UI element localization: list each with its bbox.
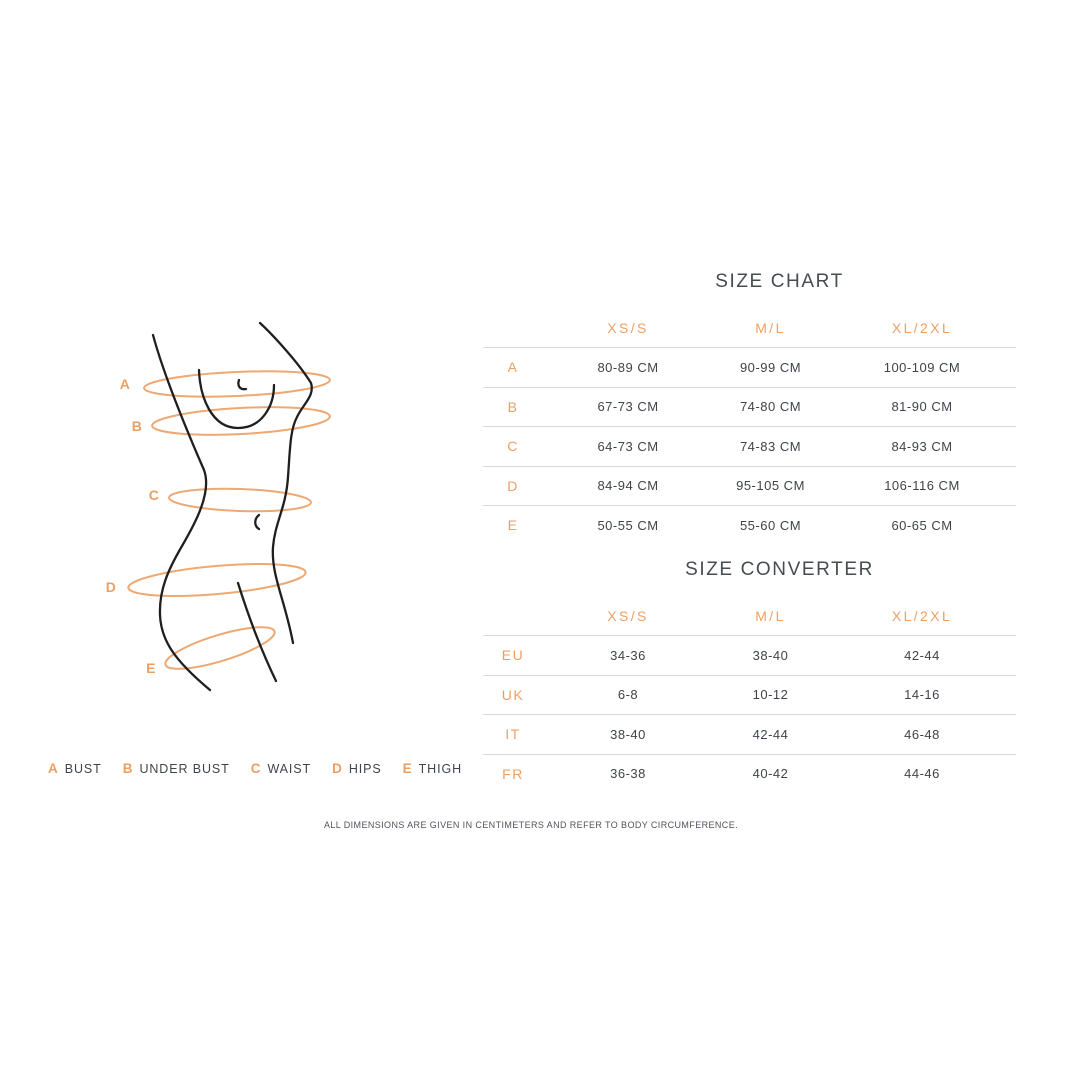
table-cell: 42-44: [752, 726, 789, 742]
table-cell: 38-40: [752, 647, 789, 663]
figure-label-thigh: E: [146, 660, 156, 676]
column-header-xs-s: XS/S: [607, 320, 649, 336]
table-cell: 80-89 CM: [597, 359, 659, 375]
table-cell: 74-80 CM: [739, 399, 802, 415]
legend-label: BUST: [64, 762, 102, 776]
size-converter-section: [483, 556, 1016, 793]
figure-label-hips: D: [105, 579, 117, 595]
legend-label: THIGH: [418, 762, 463, 776]
column-header-xs-s: XS/S: [607, 608, 649, 624]
legend-key: B: [122, 761, 133, 776]
table-row: [483, 635, 1016, 675]
table-cell: 14-16: [904, 687, 940, 703]
table-cell: 60-65 CM: [891, 517, 953, 533]
column-header-m-l: M/L: [755, 608, 786, 624]
body-measurement-figure: [100, 300, 360, 720]
breast-curve: [199, 370, 274, 428]
column-header-xl-2xl: XL/2XL: [891, 608, 953, 624]
table-cell: 44-46: [904, 766, 940, 782]
table-row: [483, 714, 1016, 754]
table-row: [483, 426, 1016, 466]
legend-label: WAIST: [267, 762, 312, 776]
row-label: E: [507, 517, 519, 534]
row-label-it: IT: [505, 726, 521, 743]
figure-label-bust: A: [119, 376, 131, 392]
table-cell: 55-60 CM: [739, 517, 802, 533]
legend-key: A: [48, 761, 58, 776]
table-cell: 90-99 CM: [739, 359, 802, 375]
row-label-fr: FR: [502, 765, 524, 782]
column-header-xl-2xl: XL/2XL: [891, 320, 953, 336]
figure-label-under-bust: B: [131, 418, 143, 434]
table-row: [483, 675, 1016, 715]
column-header-m-l: M/L: [755, 320, 786, 336]
legend-item-under-bust: [123, 761, 230, 776]
table-cell: 50-55 CM: [597, 517, 659, 533]
legend-label: HIPS: [348, 762, 382, 776]
legend-key: D: [332, 761, 342, 776]
table-row: [483, 754, 1016, 794]
table-cell: 46-48: [904, 726, 940, 742]
table-row: [483, 505, 1016, 545]
table-cell: 100-109 CM: [883, 359, 961, 375]
size-chart-header-row: [483, 296, 1016, 347]
inner-thigh-line: [238, 583, 276, 681]
table-cell: 81-90 CM: [891, 399, 953, 415]
table-row: [483, 466, 1016, 506]
table-cell: 40-42: [752, 766, 789, 782]
nipple-mark: [238, 380, 246, 389]
bust-line-ellipse: [144, 368, 331, 400]
table-cell: 95-105 CM: [736, 478, 805, 494]
legend-item-waist: [251, 761, 311, 776]
table-cell: 42-44: [904, 647, 940, 663]
row-label: A: [507, 359, 519, 376]
table-row: [483, 387, 1016, 427]
table-cell: 6-8: [617, 687, 639, 703]
measurement-legend: [48, 761, 462, 776]
figure-label-waist: C: [148, 487, 160, 503]
size-converter-header-row: [483, 584, 1016, 635]
waist-line-ellipse: [169, 487, 312, 514]
table-cell: 34-36: [610, 647, 646, 663]
table-cell: 64-73 CM: [597, 438, 659, 454]
size-chart-title: SIZE CHART: [715, 271, 844, 292]
row-label-eu: EU: [501, 647, 525, 664]
table-cell: 106-116 CM: [884, 478, 960, 494]
table-cell: 10-12: [752, 687, 789, 703]
table-row: [483, 347, 1016, 387]
table-cell: 36-38: [610, 766, 646, 782]
dimensions-footnote: ALL DIMENSIONS ARE GIVEN IN CENTIMETERS AND REFER TO BODY CIRCUMFERENCE.: [323, 820, 739, 830]
legend-item-bust: [48, 761, 102, 776]
row-label: D: [507, 477, 519, 494]
legend-key: C: [250, 761, 261, 776]
legend-item-hips: [332, 761, 382, 776]
table-cell: 84-94 CM: [597, 478, 659, 494]
row-label: C: [507, 438, 519, 455]
row-label: B: [507, 398, 519, 415]
row-label-uk: UK: [501, 686, 525, 703]
legend-label: UNDER BUST: [139, 762, 230, 776]
legend-key: E: [402, 761, 412, 776]
navel-mark: [255, 515, 259, 529]
size-chart-section: [483, 268, 1016, 545]
legend-item-thigh: [403, 761, 462, 776]
size-converter-title: SIZE CONVERTER: [685, 559, 874, 580]
table-cell: 74-83 CM: [739, 438, 802, 454]
table-cell: 84-93 CM: [891, 438, 953, 454]
table-cell: 38-40: [610, 726, 646, 742]
table-cell: 67-73 CM: [597, 399, 659, 415]
